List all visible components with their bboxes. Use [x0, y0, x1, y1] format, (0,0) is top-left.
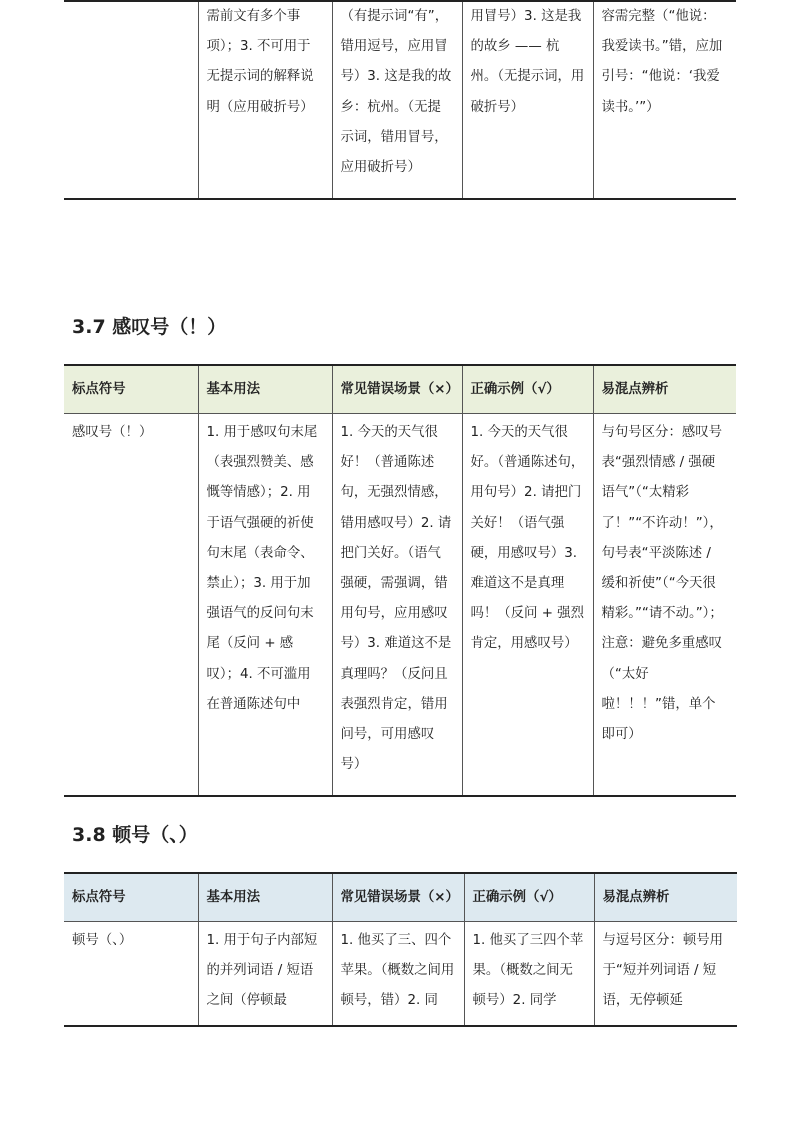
- table-cell: （有提示词“有”，错用逗号，应用冒号）3. 这是我的故乡：杭州。（无提示词，错用冒号，应用破折号）: [332, 1, 462, 199]
- table-cell: [64, 1, 198, 199]
- table-cell: 1. 今天的天气很好。（普通陈述句，用句号）2. 请把门关好！（语气强硬，用感叹号）3. 难道这不是真理吗！（反问 + 强烈肯定，用感叹号）: [462, 414, 593, 796]
- column-header: 基本用法: [198, 873, 332, 922]
- column-header: 易混点辨析: [593, 365, 736, 414]
- column-header: 常见错误场景（×）: [332, 365, 462, 414]
- table-cell: 1. 用于感叹句末尾（表强烈赞美、感慨等情感）；2. 用于语气强硬的祈使句末尾（表命令、禁止）；3. 用于加强语气的反问句末尾（反问 + 感叹）；4. 不可滥用在普通陈述句中: [198, 414, 332, 796]
- enumeration-comma-table: [64, 872, 737, 1027]
- table-row: [64, 414, 736, 796]
- column-header: 标点符号: [64, 873, 198, 922]
- table-cell: 1. 用于句子内部短的并列词语 / 短语之间（停顿最: [198, 922, 332, 1026]
- column-header: 标点符号: [64, 365, 198, 414]
- table-cell: 1. 他买了三、四个苹果。（概数之间用顿号，错）2. 同: [332, 922, 464, 1026]
- table-row: [64, 1, 736, 199]
- exclamation-mark-table: [64, 364, 736, 797]
- table-row: [64, 922, 737, 1026]
- previous-table-fragment: [64, 0, 736, 200]
- column-header: 正确示例（√）: [464, 873, 594, 922]
- table-cell: 需前文有多个事项）；3. 不可用于无提示词的解释说明（应用破折号）: [198, 1, 332, 199]
- table-cell: 1. 今天的天气很好！（普通陈述句，无强烈情感，错用感叹号）2. 请把门关好。（语气强硬，需强调，错用句号，应用感叹号）3. 难道这不是真理吗？（反问且表强烈肯定，错用问号，可用感叹号）: [332, 414, 462, 796]
- table-header-row: [64, 365, 736, 414]
- table-cell: 与逗号区分：顿号用于“短并列词语 / 短语，无停顿延: [594, 922, 737, 1026]
- table-cell: 容需完整（“他说：我爱读书。”错，应加引号：“他说：‘我爱读书。’”）: [593, 1, 736, 199]
- column-header: 基本用法: [198, 365, 332, 414]
- table-cell: 用冒号）3. 这是我的故乡 —— 杭州。（无提示词，用破折号）: [462, 1, 593, 199]
- section-title-enumeration-comma: 3.8 顿号（、）: [72, 824, 198, 846]
- table-cell: 感叹号（！）: [72, 425, 153, 440]
- table-cell: 顿号（、）: [72, 933, 133, 948]
- column-header: 常见错误场景（×）: [332, 873, 464, 922]
- table-header-row: [64, 873, 737, 922]
- column-header: 正确示例（√）: [462, 365, 593, 414]
- section-title-exclamation: 3.7 感叹号（！）: [72, 316, 227, 338]
- table-cell: 与句号区分：感叹号表“强烈情感 / 强硬语气”（“太精彩了！”“不许动！”），句号表“平淡陈述 / 缓和祈使”（“今天很精彩。”“请不动。”）；注意：避免多重感叹（“太好啦！！！”错，单个即可）: [593, 414, 736, 796]
- column-header: 易混点辨析: [594, 873, 737, 922]
- table-cell: 1. 他买了三四个苹果。（概数之间无顿号）2. 同学: [464, 922, 594, 1026]
